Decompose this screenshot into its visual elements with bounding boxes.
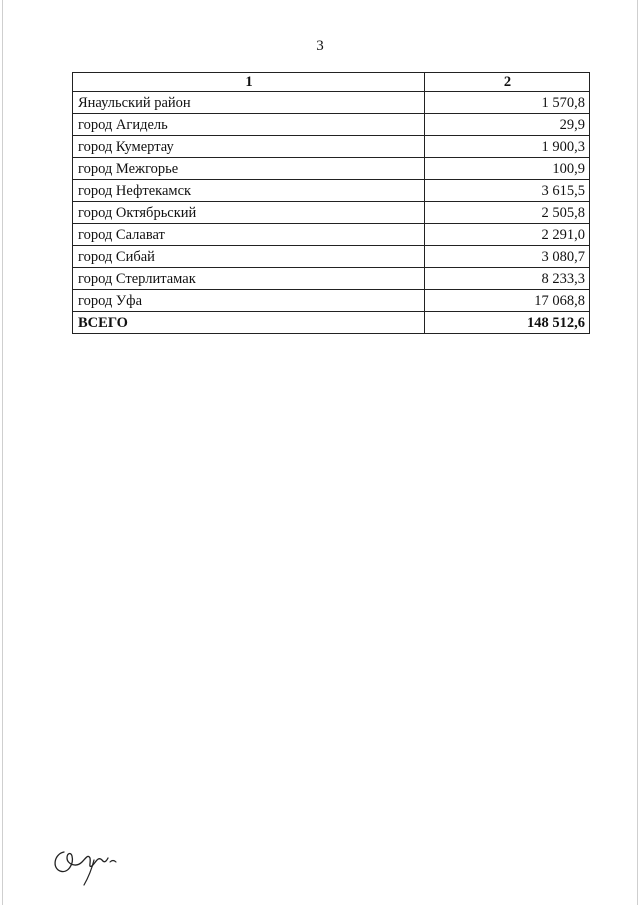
data-table — [72, 72, 590, 334]
table-row — [73, 268, 590, 290]
table-row — [73, 92, 590, 114]
column-header: 1 — [73, 73, 425, 92]
row-name: город Агидель — [73, 114, 425, 136]
row-value: 1 570,8 — [425, 92, 590, 114]
page-edge-left — [2, 0, 3, 905]
row-name: город Нефтекамск — [73, 180, 425, 202]
row-value: 29,9 — [425, 114, 590, 136]
row-name: город Кумертау — [73, 136, 425, 158]
page-number: 3 — [316, 38, 324, 54]
column-header: 2 — [425, 73, 590, 92]
signature-mark — [50, 838, 130, 888]
row-name: город Салават — [73, 224, 425, 246]
row-value: 3 080,7 — [425, 246, 590, 268]
row-name: город Сибай — [73, 246, 425, 268]
table-row — [73, 290, 590, 312]
total-row — [73, 312, 590, 334]
row-name: Янаульский район — [73, 92, 425, 114]
table-row — [73, 114, 590, 136]
table-row — [73, 246, 590, 268]
page-edge-right — [637, 0, 638, 905]
row-value: 8 233,3 — [425, 268, 590, 290]
total-label: ВСЕГО — [73, 312, 425, 334]
row-name: город Октябрьский — [73, 202, 425, 224]
table-header-row — [73, 73, 590, 92]
table-row — [73, 136, 590, 158]
row-name: город Межгорье — [73, 158, 425, 180]
row-value: 1 900,3 — [425, 136, 590, 158]
table-row — [73, 158, 590, 180]
row-value: 2 291,0 — [425, 224, 590, 246]
row-value: 2 505,8 — [425, 202, 590, 224]
row-value: 17 068,8 — [425, 290, 590, 312]
row-name: город Уфа — [73, 290, 425, 312]
row-value: 100,9 — [425, 158, 590, 180]
row-name: город Стерлитамак — [73, 268, 425, 290]
table-row — [73, 224, 590, 246]
total-value: 148 512,6 — [425, 312, 590, 334]
table-row — [73, 202, 590, 224]
table-row — [73, 180, 590, 202]
row-value: 3 615,5 — [425, 180, 590, 202]
